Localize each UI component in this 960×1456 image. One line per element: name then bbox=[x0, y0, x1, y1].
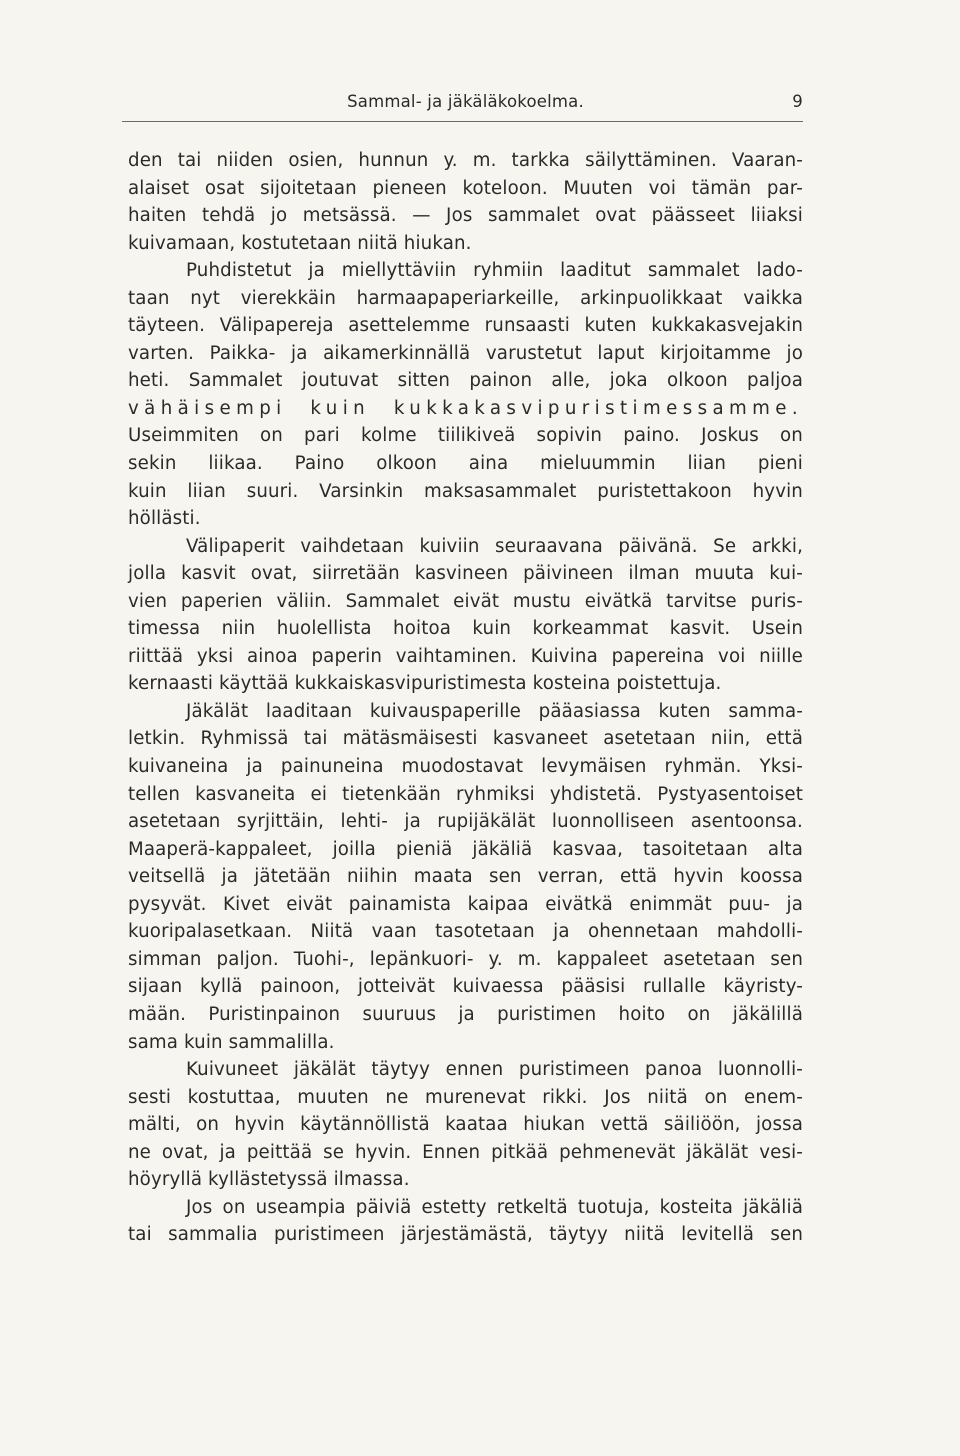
text-line: Jäkälät laaditaan kuivauspaperille pääasiassa kuten samma- bbox=[186, 700, 803, 722]
text-line: sesti kostuttaa, muuten ne murenevat rikki. Jos niitä on enem- bbox=[128, 1086, 803, 1108]
text-line: sekin liikaa. Paino olkoon aina mieluummin liian pieni bbox=[128, 453, 803, 475]
text-line: höllästi. bbox=[128, 508, 201, 530]
text-line: letkin. Ryhmissä tai mätäsmäisesti kasvaneet asetetaan niin, että bbox=[128, 728, 803, 750]
text-line: kernaasti käyttää kukkaiskasvipuristimesta kosteina poistettuja. bbox=[128, 673, 722, 695]
text-line: Kuivuneet jäkälät täytyy ennen puristimeen panoa luonnolli- bbox=[186, 1059, 803, 1081]
running-head bbox=[128, 88, 803, 118]
text-line: den tai niiden osien, hunnun y. m. tarkka säilyttäminen. Vaaran- bbox=[128, 150, 803, 171]
text-line: vien paperien väliin. Sammalet eivät mustu eivätkä tarvitse puris- bbox=[128, 590, 803, 612]
text-line: veitsellä ja jätetään niihin maata sen verran, että hyvin koossa bbox=[128, 866, 803, 888]
text-line: asetetaan syrjittäin, lehti- ja rupijäkälät luonnolliseen asentoonsa. bbox=[128, 811, 803, 833]
text-line: Useimmiten on pari kolme tiilikiveä sopivin paino. Joskus on bbox=[128, 425, 803, 447]
page-number: 9 bbox=[792, 92, 803, 111]
text-line: riittää yksi ainoa paperin vaihtaminen. Kuivina papereina voi niille bbox=[128, 645, 803, 667]
text-line: varten. Paikka- ja aikamerkinnällä varustetut laput kirjoitamme jo bbox=[128, 342, 803, 364]
text-line: taan nyt vierekkäin harmaapaperiarkeille, arkinpuolikkaat vaikka bbox=[128, 287, 803, 309]
text-line: kuivaneina ja painuneina muodostavat levymäisen ryhmän. Yksi- bbox=[128, 756, 803, 778]
text-line: Puhdistetut ja miellyttäviin ryhmiin laaditut sammalet lado- bbox=[186, 260, 803, 282]
text-line: ne ovat, ja peittää se hyvin. Ennen pitkää pehmenevät jäkälät vesi- bbox=[128, 1141, 803, 1163]
text-line: vähäisempi kuin kukkakasvipuristimessamme. bbox=[128, 397, 803, 419]
book-page bbox=[128, 88, 803, 1246]
text-line: sijaan kyllä painoon, jotteivät kuivaessa pääsisi rullalle käyristy- bbox=[128, 976, 803, 998]
text-line: jolla kasvit ovat, siirretään kasvineen päivineen ilman muuta kui- bbox=[128, 563, 803, 585]
running-title: Sammal- ja jäkäläkokoelma. bbox=[347, 92, 584, 111]
text-line: timessa niin huolellista hoitoa kuin korkeammat kasvit. Usein bbox=[128, 618, 803, 640]
text-line: kuin liian suuri. Varsinkin maksasammalet puristettakoon hyvin bbox=[128, 480, 803, 502]
text-line: mään. Puristinpainon suuruus ja puristimen hoito on jäkälillä bbox=[128, 1003, 803, 1025]
body-text bbox=[128, 147, 803, 1249]
text-line: sama kuin sammalilla. bbox=[128, 1031, 335, 1053]
text-line: Jos on useampia päiviä estetty retkeltä tuotuja, kosteita jäkäliä bbox=[186, 1196, 803, 1218]
text-line: kuivamaan, kostutetaan niitä hiukan. bbox=[128, 232, 472, 254]
text-line: Välipaperit vaihdetaan kuiviin seuraavana päivänä. Se arkki, bbox=[186, 535, 803, 557]
text-line: alaiset osat sijoitetaan pieneen koteloon. Muuten voi tämän par- bbox=[128, 177, 803, 199]
text-line: täyteen. Välipapereja asettelemme runsaasti kuten kukkakasvejakin bbox=[128, 315, 803, 337]
text-line: haiten tehdä jo metsässä. — Jos sammalet ovat päässeet liiaksi bbox=[128, 205, 803, 227]
text-line: simman paljon. Tuohi-, lepänkuori- y. m. kappaleet asetetaan sen bbox=[128, 948, 803, 970]
text-line: tai sammalia puristimeen järjestämästä, täytyy niitä levitellä sen bbox=[128, 1224, 803, 1246]
text-line: kuoripalasetkaan. Niitä vaan tasotetaan ja ohennetaan mahdolli- bbox=[128, 921, 803, 943]
text-line: heti. Sammalet joutuvat sitten painon alle, joka olkoon paljoa bbox=[128, 370, 803, 392]
text-line: höyryllä kyllästetyssä ilmassa. bbox=[128, 1169, 410, 1191]
text-line: Maaperä-kappaleet, joilla pieniä jäkäliä kasvaa, tasoitetaan alta bbox=[128, 838, 803, 860]
text-line: pysyvät. Kivet eivät painamista kaipaa eivätkä enimmät puu- ja bbox=[128, 893, 803, 915]
text-line: tellen kasvaneita ei tietenkään ryhmiksi yhdistetä. Pystyasentoiset bbox=[128, 783, 803, 805]
header-rule bbox=[122, 121, 803, 122]
text-line: mälti, on hyvin käytännöllistä kaataa hiukan vettä säiliöön, jossa bbox=[128, 1114, 803, 1136]
